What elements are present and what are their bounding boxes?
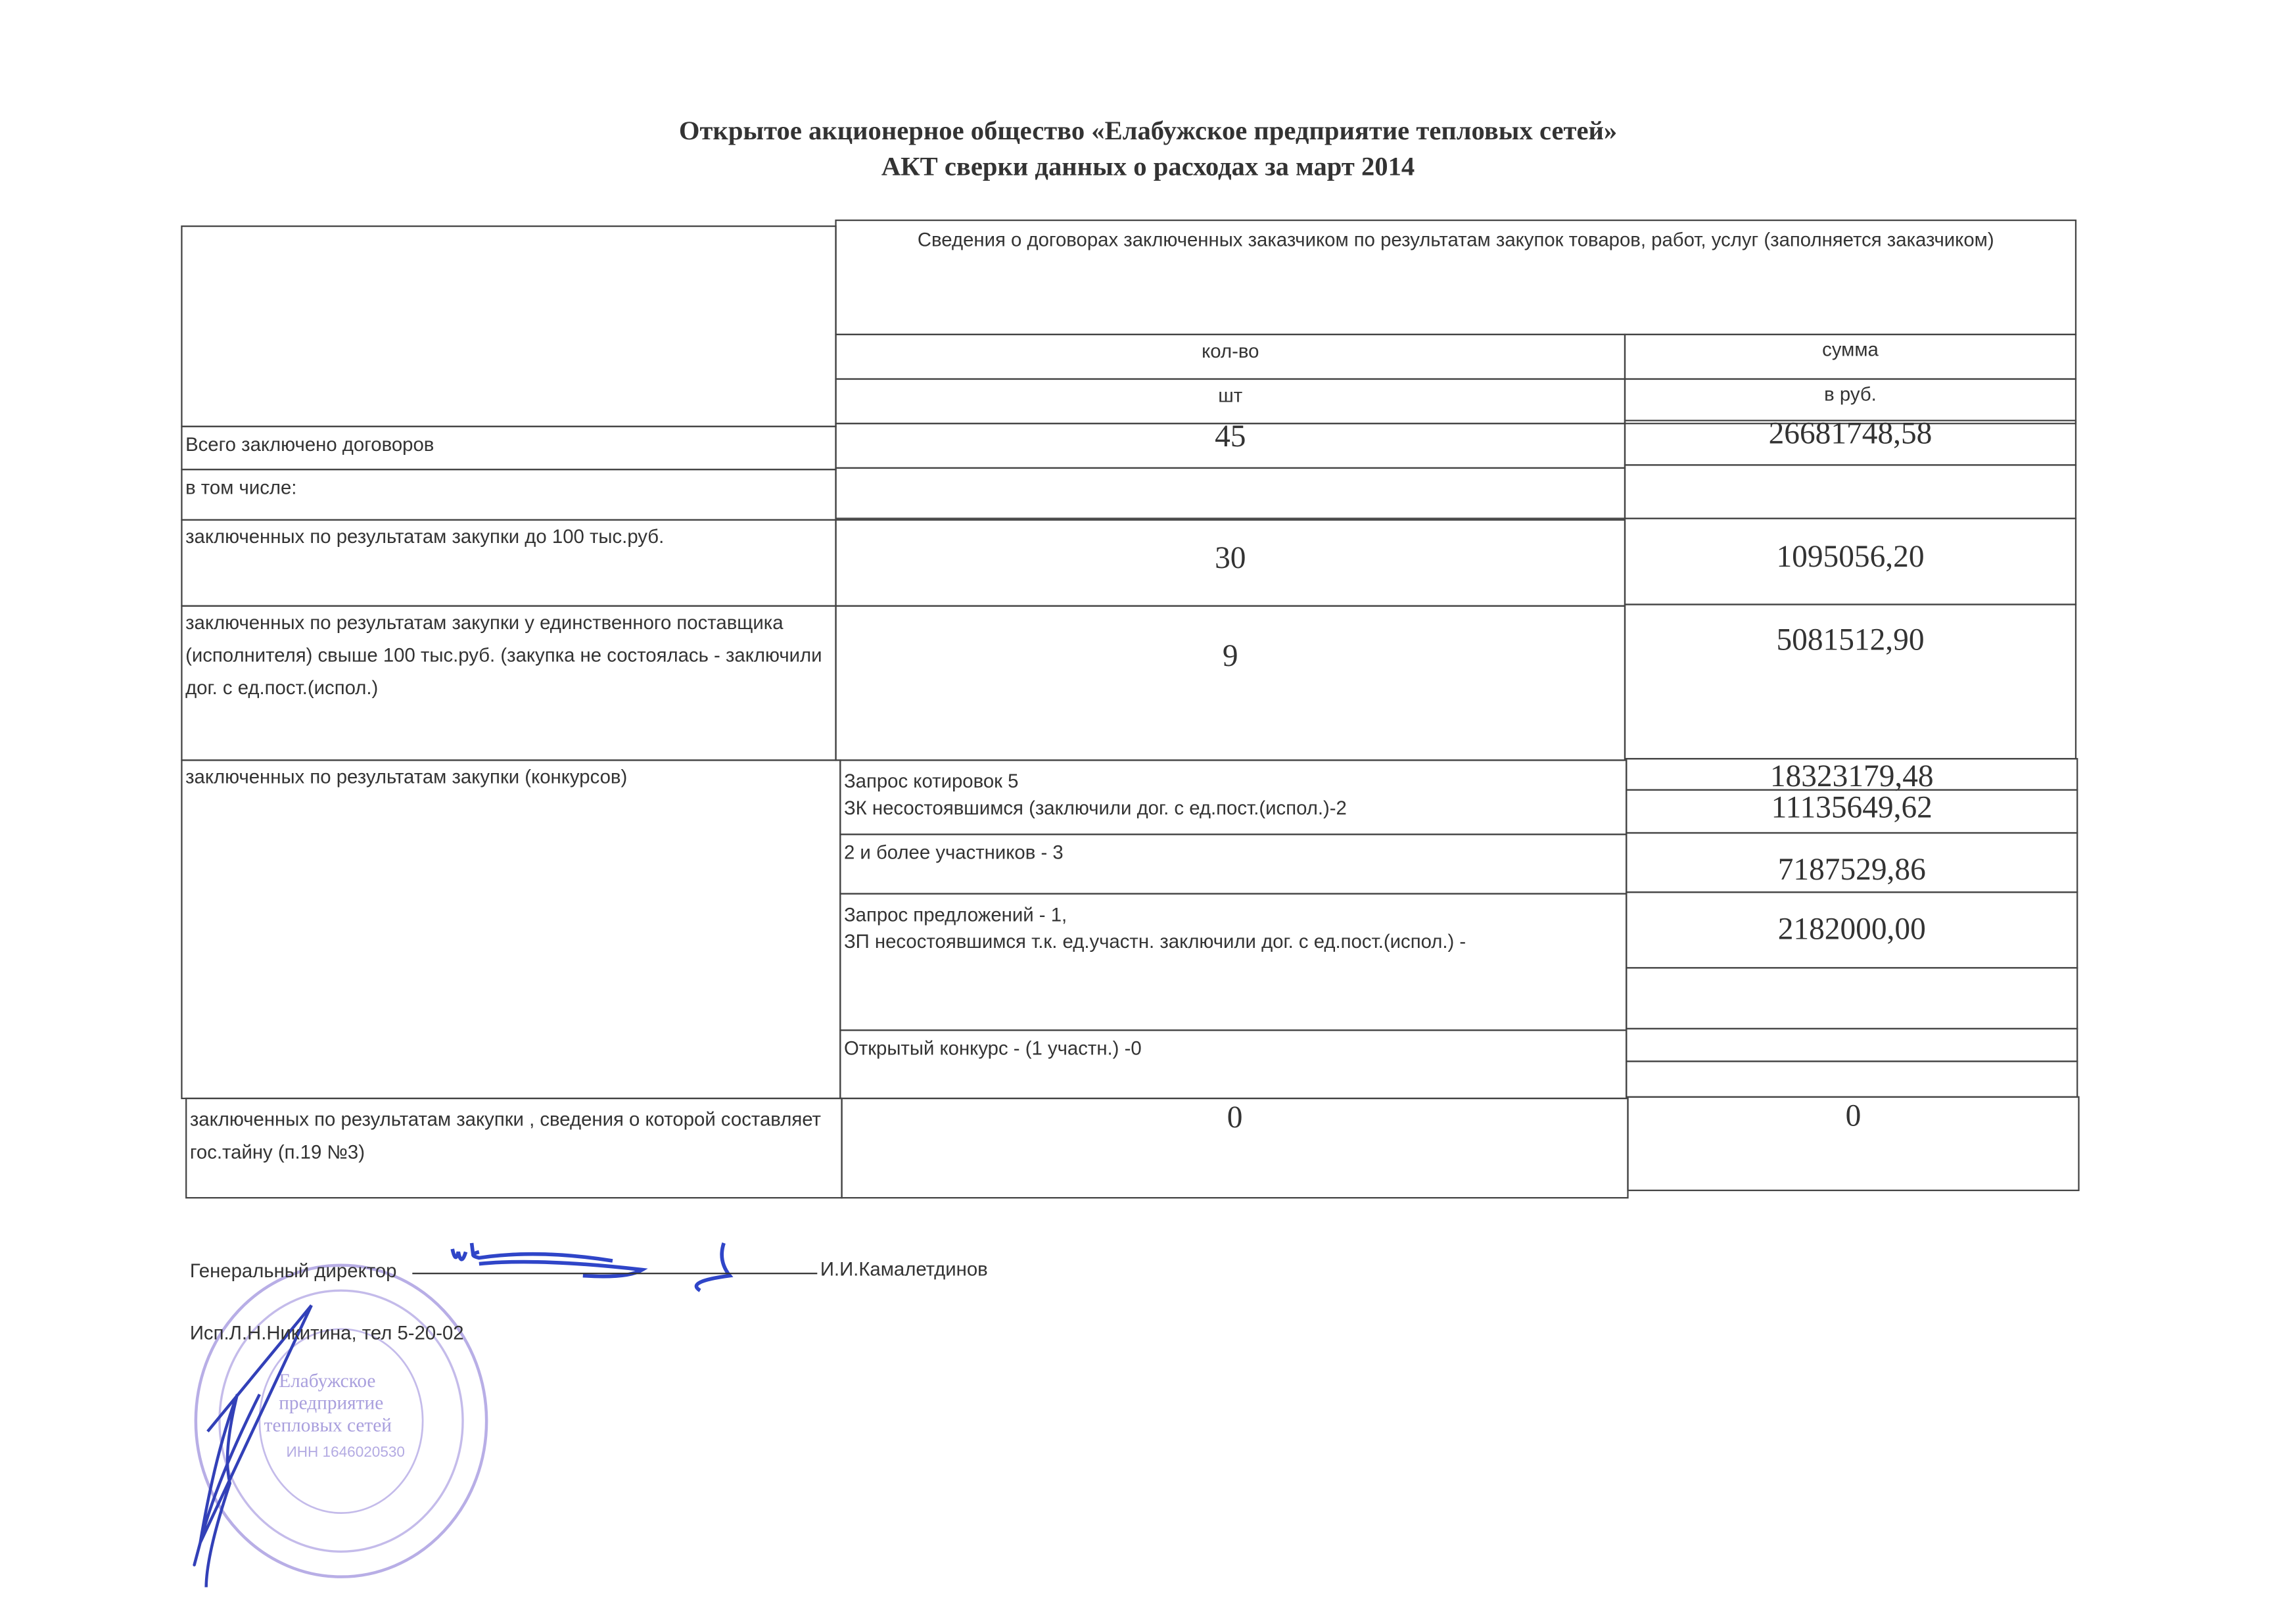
- quotes-sum2: 11135649,62: [1626, 789, 2078, 834]
- proposals-line1: Запрос предложений - 1,: [843, 903, 1067, 926]
- row-contests-label: заключенных по результатам закупки (конкурсов): [181, 759, 841, 1099]
- row-total-qty: 45: [835, 423, 1626, 469]
- svg-text:предприятие: предприятие: [279, 1392, 384, 1414]
- proposals-sum: 2182000,00: [1626, 891, 2078, 968]
- row-under100-qty: 30: [835, 519, 1626, 607]
- unit-qty: шт: [835, 378, 1626, 424]
- row-single-qty: 9: [835, 605, 1626, 761]
- col-sum-header: сумма: [1624, 334, 2076, 380]
- act-title: АКТ сверки данных о расходах за март 2014: [881, 151, 1415, 181]
- signature: [163, 1231, 757, 1588]
- svg-text:ИНН 1646020530: ИНН 1646020530: [286, 1443, 405, 1460]
- svg-text:тепловых сетей: тепловых сетей: [264, 1415, 392, 1436]
- svg-text:Елабужское: Елабужское: [279, 1370, 376, 1392]
- row-total-sum: 26681748,58: [1624, 420, 2076, 466]
- row-secret-label: заключенных по результатам закупки , сведения о которой составляет гос.тайну (п.19 №3): [185, 1098, 843, 1198]
- row-including-sum: [1624, 464, 2076, 519]
- row-single-sum: 5081512,90: [1624, 603, 2076, 759]
- open-contest-sum: [1626, 1028, 2078, 1062]
- two-plus-label: 2 и более участников - 3: [839, 834, 1627, 895]
- proposals-line2: ЗП несостоявшимся т.к. ед.участн. заключили дог. с ед.пост.(испол.) -: [843, 930, 1466, 953]
- col-qty-header: кол-во: [835, 334, 1626, 380]
- executor-info: Исп.Л.Н.Никитина, тел 5-20-02: [189, 1321, 464, 1344]
- open-contest-label: Открытый конкурс - (1 участн.) -0: [839, 1029, 1627, 1099]
- row-single-label: заключенных по результатам закупки у единственного поставщика (исполнителя) свыше 100 тыс.руб. (закупка не состоялась - заключили дог. с ед.пост.(испол.): [181, 605, 836, 761]
- row-secret-sum: 0: [1627, 1096, 2079, 1191]
- director-label: Генеральный директор: [189, 1259, 397, 1282]
- quotes-cell: [839, 759, 1627, 835]
- row-total-label: Всего заключено договоров: [181, 426, 836, 471]
- row-under100-sum: 1095056,20: [1624, 518, 2076, 605]
- header-empty-cell: [181, 225, 836, 427]
- quotes-line2: ЗК несостоявшимся (заключили дог. с ед.пост.(испол.)-2: [843, 796, 1347, 819]
- two-plus-sum: 7187529,86: [1626, 832, 2078, 893]
- signature-line: [412, 1273, 817, 1274]
- group-header: Сведения о договорах заключенных заказчиком по результатам закупок товаров, работ, услуг (заполняется заказчиком): [835, 220, 2076, 335]
- unit-sum: в руб.: [1624, 378, 2076, 424]
- open-contest-sum2: [1626, 1060, 2078, 1097]
- row-including-qty: [835, 467, 1626, 519]
- quotes-line1: Запрос котировок 5: [843, 770, 1019, 792]
- director-name: И.И.Камалетдинов: [820, 1258, 988, 1281]
- proposals-empty-cell: [1626, 967, 2078, 1029]
- proposals-cell: [839, 893, 1627, 1031]
- row-including-label: в том числе:: [181, 469, 836, 521]
- quotes-sum1: 18323179,48: [1626, 758, 2078, 791]
- row-secret-qty: 0: [841, 1098, 1628, 1198]
- org-title: Открытое акционерное общество «Елабужское предприятие тепловых сетей»: [678, 116, 1618, 146]
- row-under100-label: заключенных по результатам закупки до 100 тыс.руб.: [181, 519, 836, 607]
